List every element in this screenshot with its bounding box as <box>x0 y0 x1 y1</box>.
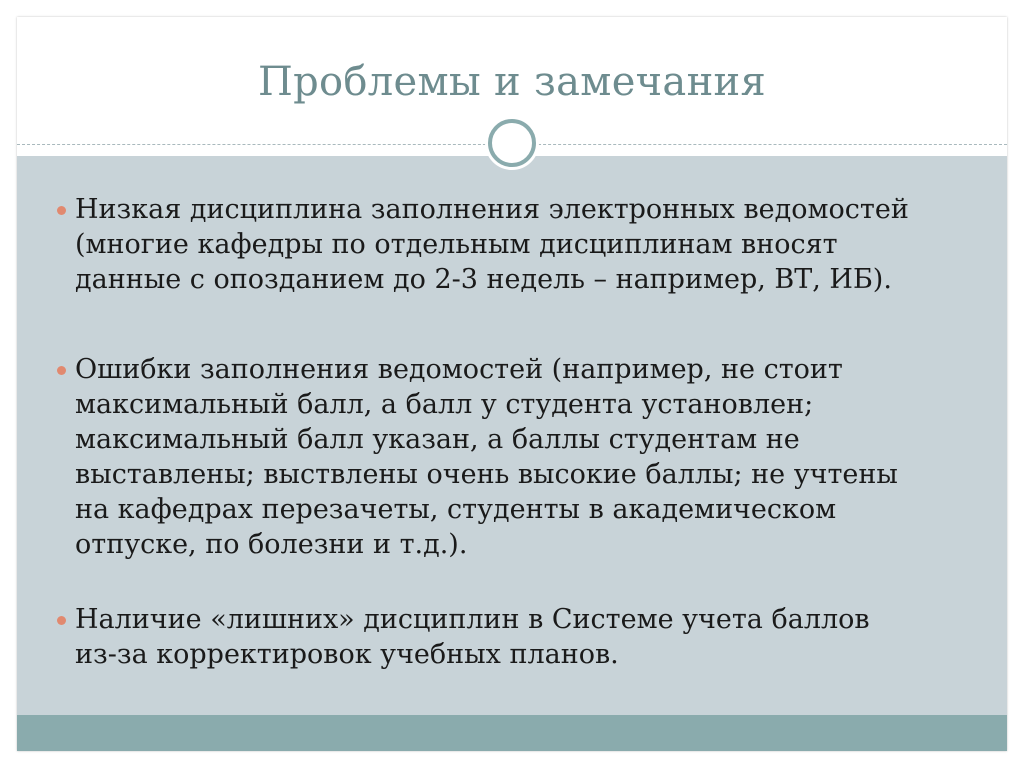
bullet-2-line-5: на кафедрах перезачеты, студенты в академическом <box>75 494 837 525</box>
bullet-dot-icon <box>57 206 66 215</box>
bullet-item-2 <box>75 352 985 562</box>
bullet-dot-icon <box>57 366 66 375</box>
bullet-3-line-1: Наличие «лишних» дисциплин в Системе учета баллов <box>75 604 870 635</box>
bullet-2-line-4: выставлены; выствлены очень высокие баллы; не учтены <box>75 459 898 490</box>
bullet-3-line-2: из-за корректировок учебных планов. <box>75 639 619 670</box>
bullet-2-line-2: максимальный балл, а балл у студента установлен; <box>75 389 814 420</box>
bullet-item-3 <box>75 602 985 672</box>
bullet-2-line-1: Ошибки заполнения ведомостей (например, не стоит <box>75 354 843 385</box>
content-area <box>17 156 1007 715</box>
bullet-item-1 <box>75 192 985 297</box>
bullet-1-line-3: данные с опозданием до 2-3 недель – например, ВТ, ИБ). <box>75 264 892 295</box>
bullet-2-line-3: максимальный балл указан, а баллы студентам не <box>75 424 800 455</box>
bullet-1-line-2: (многие кафедры по отдельным дисциплинам вносят <box>75 229 838 260</box>
bullet-dot-icon <box>57 616 66 625</box>
bullet-2-line-6: отпуске, по болезни и т.д.). <box>75 529 468 560</box>
slide <box>17 17 1007 751</box>
footer-band <box>17 715 1007 751</box>
circle-ornament-icon <box>483 114 541 172</box>
bullet-1-line-1: Низкая дисциплина заполнения электронных ведомостей <box>75 194 909 225</box>
slide-title: Проблемы и замечания <box>257 59 767 105</box>
